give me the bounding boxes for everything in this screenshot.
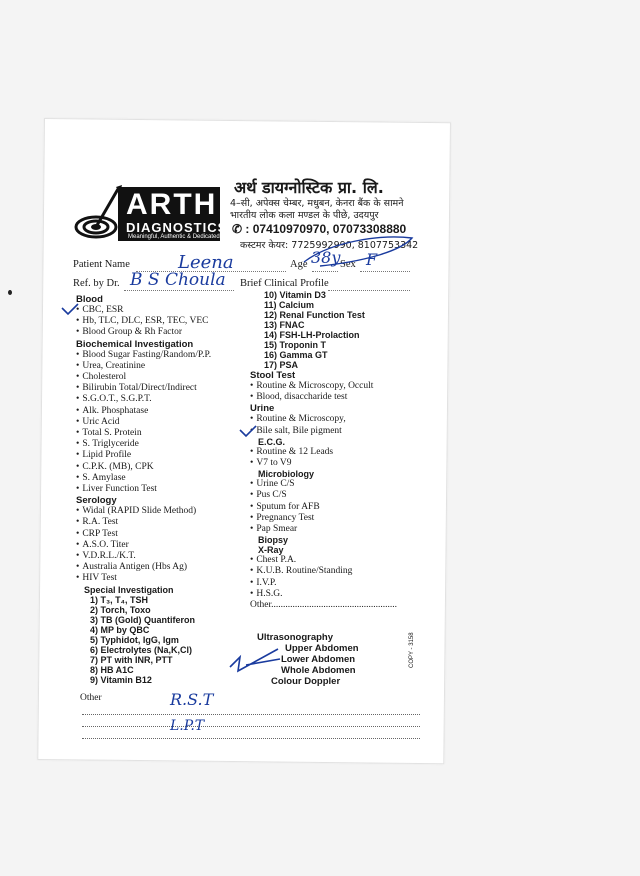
test-item: • S. Amylase bbox=[76, 473, 211, 484]
test-item: • V7 to V9 bbox=[250, 458, 397, 469]
speck bbox=[8, 290, 12, 295]
test-item: 17) PSA bbox=[264, 360, 299, 370]
test-item: • Pap Smear bbox=[250, 524, 397, 535]
test-item: • Uric Acid bbox=[76, 417, 211, 428]
section-heading: E.C.G. bbox=[258, 436, 286, 447]
test-item: 7) PT with INR, PTT bbox=[90, 654, 173, 665]
test-item: • A.S.O. Titer bbox=[76, 540, 211, 551]
usg-item: Upper Abdomen bbox=[285, 643, 359, 654]
test-item: • Urea, Creatinine bbox=[76, 361, 211, 372]
test-item: • CBC, ESR bbox=[76, 305, 211, 316]
handwritten-ref-doctor: B S Choula bbox=[130, 270, 226, 290]
logo-mark-icon bbox=[72, 185, 124, 241]
test-item: 13) FNAC bbox=[264, 320, 305, 330]
test-item: • Alk. Phosphatase bbox=[76, 406, 211, 417]
test-item: 10) Vitamin D3 bbox=[264, 290, 326, 300]
brand-name: ARTH bbox=[126, 188, 218, 221]
phone-numbers: ✆ : 07410970970, 07073308880 bbox=[232, 222, 407, 236]
test-item: • I.V.P. bbox=[250, 578, 397, 589]
brand-tagline: Meaningful, Authentic & Dedicated bbox=[128, 234, 220, 240]
test-item: • Sputum for AFB bbox=[250, 502, 397, 513]
test-item: • V.D.R.L./K.T. bbox=[76, 551, 211, 562]
other-label: Other bbox=[80, 693, 102, 703]
test-item: • Lipid Profile bbox=[76, 450, 211, 461]
usg-item: Whole Abdomen bbox=[281, 665, 356, 676]
test-item: 1) T₃, T₄, TSH bbox=[90, 594, 148, 605]
copy-code: COPY - 3158 bbox=[409, 632, 415, 668]
handwritten-scribble-icon bbox=[300, 232, 420, 272]
test-item: 4) MP by QBC bbox=[90, 624, 150, 635]
address-line-1: 4–सी, अपेक्स चेम्बर, मधुबन, केनरा बैंक के सामने bbox=[230, 198, 404, 209]
test-item: 6) Electrolytes (Na,K,Cl) bbox=[90, 644, 193, 655]
ultrasonography-heading: Ultrasonography bbox=[257, 632, 334, 643]
test-item: 5) Typhidot, IgG, Igm bbox=[90, 634, 179, 645]
address bbox=[230, 198, 430, 222]
test-item: • Widal (RAPID Slide Method) bbox=[76, 506, 211, 517]
ref-line[interactable] bbox=[124, 290, 234, 291]
section-heading: Biopsy bbox=[258, 535, 289, 546]
test-item: • Liver Function Test bbox=[76, 484, 211, 495]
test-item: • Australia Antigen (Hbs Ag) bbox=[76, 562, 211, 573]
test-item: • Bile salt, Bile pigment bbox=[250, 426, 397, 437]
handwritten-patient-name: Leena bbox=[178, 252, 234, 273]
test-item: • Urine C/S bbox=[250, 479, 397, 490]
test-item: • Bilirubin Total/Direct/Indirect bbox=[76, 383, 211, 394]
checkmark-icon bbox=[238, 424, 258, 438]
test-item: • Total S. Protein bbox=[76, 428, 211, 439]
test-item: 16) Gamma GT bbox=[264, 350, 328, 360]
test-item: • Hb, TLC, DLC, ESR, TEC, VEC bbox=[76, 316, 211, 327]
test-item: • Cholesterol bbox=[76, 372, 211, 383]
handwritten-age: 38y bbox=[311, 248, 341, 267]
brief-clinical-label: Brief Clinical Profile bbox=[240, 278, 329, 289]
test-item: 2) Torch, Toxo bbox=[90, 604, 151, 615]
test-item: • Chest P.A. bbox=[250, 555, 397, 566]
test-item: • K.U.B. Routine/Standing bbox=[250, 566, 397, 577]
test-item: 8) HB A1C bbox=[90, 664, 134, 675]
ref-label: Ref. by Dr. bbox=[73, 278, 120, 289]
test-item: • Blood Sugar Fasting/Random/P.P. bbox=[76, 350, 211, 361]
section-heading: Special Investigation bbox=[84, 584, 174, 595]
test-item: • Pus C/S bbox=[250, 490, 397, 501]
company-name: अर्थ डायग्नोस्टिक प्रा. लि. bbox=[234, 178, 384, 197]
test-item: • Routine & Microscopy, Occult bbox=[250, 381, 397, 392]
usg-item: Colour Doppler bbox=[271, 676, 341, 687]
test-item: • Routine & Microscopy, bbox=[250, 414, 397, 425]
other-line[interactable] bbox=[82, 714, 420, 715]
test-item: Other..................................................... bbox=[250, 600, 397, 611]
sex-label: Sex bbox=[340, 259, 356, 270]
section-heading: Urine bbox=[250, 403, 275, 415]
ultrasonography-section bbox=[257, 632, 359, 687]
test-item: 3) TB (Gold) Quantiferon bbox=[90, 614, 195, 625]
left-test-list bbox=[76, 294, 211, 685]
checkmark-icon bbox=[60, 302, 80, 316]
age-label: Age bbox=[290, 259, 308, 270]
patient-name-label: Patient Name bbox=[73, 259, 130, 270]
test-item: 15) Troponin T bbox=[264, 340, 326, 350]
test-item: • CRP Test bbox=[76, 529, 211, 540]
usg-item: Lower Abdomen bbox=[281, 654, 356, 665]
customer-care: कस्टमर केयर: 7725992990, 8107753342 bbox=[240, 240, 419, 251]
handwritten-note-1: R.S.T bbox=[170, 690, 214, 709]
test-item: • S. Triglyceride bbox=[76, 439, 211, 450]
section-heading: Biochemical Investigation bbox=[76, 338, 194, 350]
other-line[interactable] bbox=[82, 726, 420, 727]
test-item: • Routine & 12 Leads bbox=[250, 447, 397, 458]
address-line-2: भारतीय लोक कला मण्डल के पीछे, उदयपुर bbox=[230, 210, 379, 221]
section-heading: Serology bbox=[76, 495, 117, 507]
handwritten-note-2: L.P.T bbox=[170, 718, 205, 734]
other-line[interactable] bbox=[82, 738, 420, 739]
section-heading: X-Ray bbox=[258, 545, 284, 556]
test-item: • Blood Group & Rh Factor bbox=[76, 327, 211, 338]
handwritten-sex: F bbox=[366, 250, 378, 269]
test-item: • S.G.O.T., S.G.P.T. bbox=[76, 394, 211, 405]
test-item: • HIV Test bbox=[76, 573, 211, 584]
test-item: • H.S.G. bbox=[250, 589, 397, 600]
test-item: 9) Vitamin B12 bbox=[90, 674, 152, 685]
section-heading: Stool Test bbox=[250, 370, 296, 381]
test-item: 14) FSH-LH-Prolaction bbox=[264, 330, 360, 340]
brand-sub: DIAGNOSTICS bbox=[126, 220, 228, 235]
section-heading: Microbiology bbox=[258, 469, 314, 480]
section-heading: Blood bbox=[76, 294, 103, 305]
test-item: • Blood, disaccharide test bbox=[250, 392, 397, 403]
test-item: • Pregnancy Test bbox=[250, 513, 397, 524]
test-item: 12) Renal Function Test bbox=[264, 310, 365, 320]
test-item: • R.A. Test bbox=[76, 517, 211, 528]
right-test-list bbox=[250, 290, 397, 611]
test-item: 11) Calcium bbox=[264, 300, 315, 310]
test-item: • C.P.K. (MB), CPK bbox=[76, 462, 211, 473]
